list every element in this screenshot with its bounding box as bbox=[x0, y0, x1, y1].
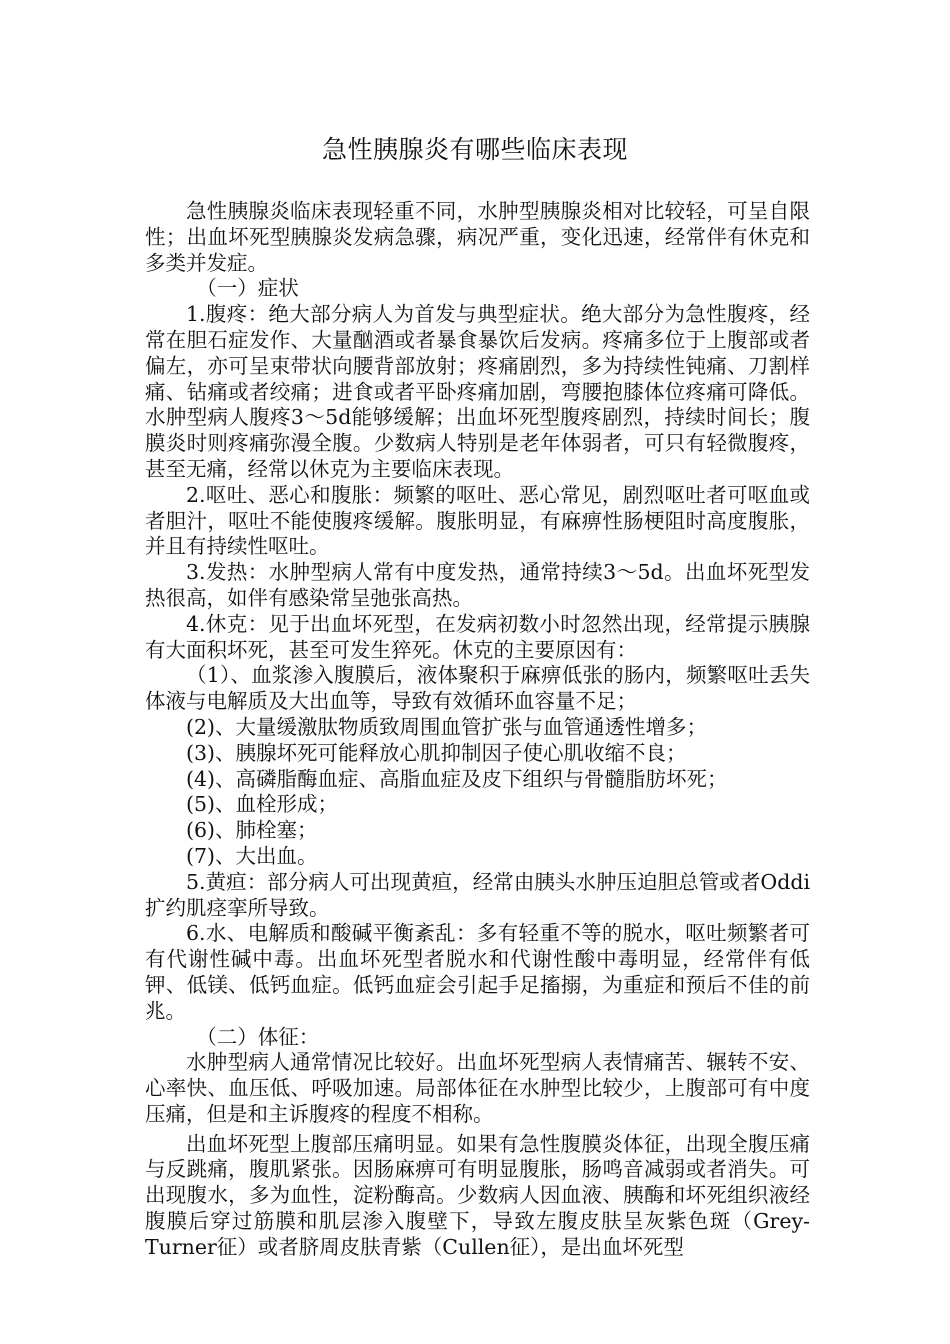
list-item-shock-cause-7: (7)、大出血。 bbox=[186, 843, 318, 868]
paragraph-shock: 4.休克：见于出血坏死型，在发病初数小时忽然出现，经常提示胰腺有大面积坏死，甚至可发生猝死。休克的主要原因有： bbox=[145, 611, 810, 662]
list-item-shock-cause-6: (6)、肺栓塞； bbox=[186, 818, 318, 843]
paragraph-abdominal-pain: 1.腹疼：绝大部分病人为首发与典型症状。绝大部分为急性腹疼，经常在胆石症发作、大量酗酒或者暴食暴饮后发病。疼痛多位于上腹部或者偏左，亦可呈束带状向腰背部放射；疼痛剧烈，多为持续性钝痛、刀割样痛、钻痛或者绞痛；进食或者平卧疼痛加剧，弯腰抱膝体位疼痛可降低。水肿型病人腹疼3～5d能够缓解；出血坏死型腹疼剧烈，持续时间长；腹膜炎时则疼痛弥漫全腹。少数病人特别是老年体弱者，可只有轻微腹疼，甚至无痛，经常以休克为主要临床表现。 bbox=[145, 302, 810, 481]
paragraph-vomiting: 2.呕吐、恶心和腹胀：频繁的呕吐、恶心常见，剧烈呕吐者可呕血或者胆汁，呕吐不能使腹疼缓解。腹胀明显，有麻痹性肠梗阻时高度腹胀，并且有持续性呕吐。 bbox=[145, 482, 810, 559]
paragraph-electrolytes: 6.水、电解质和酸碱平衡紊乱：多有轻重不等的脱水，呕吐频繁者可有代谢性碱中毒。出血坏死型者脱水和代谢性酸中毒明显，经常伴有低钾、低镁、低钙血症。低钙血症会引起手足搐搦，为重症和预后不佳的前兆。 bbox=[145, 921, 810, 1023]
paragraph-necrotic-signs: 出血坏死型上腹部压痛明显。如果有急性腹膜炎体征，出现全腹压痛与反跳痛，腹肌紧张。因肠麻痹可有明显腹胀，肠鸣音减弱或者消失。可出现腹水，多为血性，淀粉酶高。少数病人因血液、胰酶和坏死组织液经腹膜后穿过筋膜和肌层渗入腹壁下，导致左腹皮肤呈灰紫色斑（Grey-Turner征）或者脐周皮肤青紫（Cullen征），是出血坏死型 bbox=[145, 1131, 810, 1259]
list-item-shock-cause-3: (3)、胰腺坏死可能释放心肌抑制因子使心肌收缩不良； bbox=[186, 740, 687, 765]
list-item-shock-cause-4: (4)、高磷脂酶血症、高脂血症及皮下组织与骨髓脂肪坏死； bbox=[186, 766, 728, 791]
list-item-shock-cause-5: (5)、血栓形成； bbox=[186, 792, 339, 817]
document-title: 急性胰腺炎有哪些临床表现 bbox=[321, 135, 628, 164]
paragraph-edema-signs: 水肿型病人通常情况比较好。出血坏死型病人表情痛苦、辗转不安、心率快、血压低、呼吸加速。局部体征在水肿型比较少，上腹部可有中度压痛，但是和主诉腹疼的程度不相称。 bbox=[145, 1050, 810, 1126]
paragraph-intro: 急性胰腺炎临床表现轻重不同，水肿型胰腺炎相对比较轻，可呈自限性；出血坏死型胰腺炎发病急骤，病况严重，变化迅速，经常伴有休克和多类并发症。 bbox=[145, 199, 810, 275]
list-item-shock-cause-1: （1）、血浆渗入腹膜后，液体聚积于麻痹低张的肠内，频繁呕吐丢失体液与电解质及大出血等，导致有效循环血容量不足； bbox=[145, 663, 810, 714]
document-body bbox=[145, 199, 810, 1261]
section-heading-symptoms: （一）症状 bbox=[196, 276, 299, 301]
paragraph-jaundice: 5.黄疸：部分病人可出现黄疸，经常由胰头水肿压迫胆总管或者Oddi扩约肌痉挛所导致。 bbox=[145, 869, 810, 920]
section-heading-signs: （二）体征： bbox=[196, 1024, 320, 1049]
list-item-shock-cause-2: (2)、大量缓激肽物质致周围血管扩张与血管通透性增多； bbox=[186, 714, 708, 739]
paragraph-fever: 3.发热：水肿型病人常有中度发热，通常持续3～5d。出血坏死型发热很高，如伴有感染常呈弛张高热。 bbox=[145, 560, 810, 610]
